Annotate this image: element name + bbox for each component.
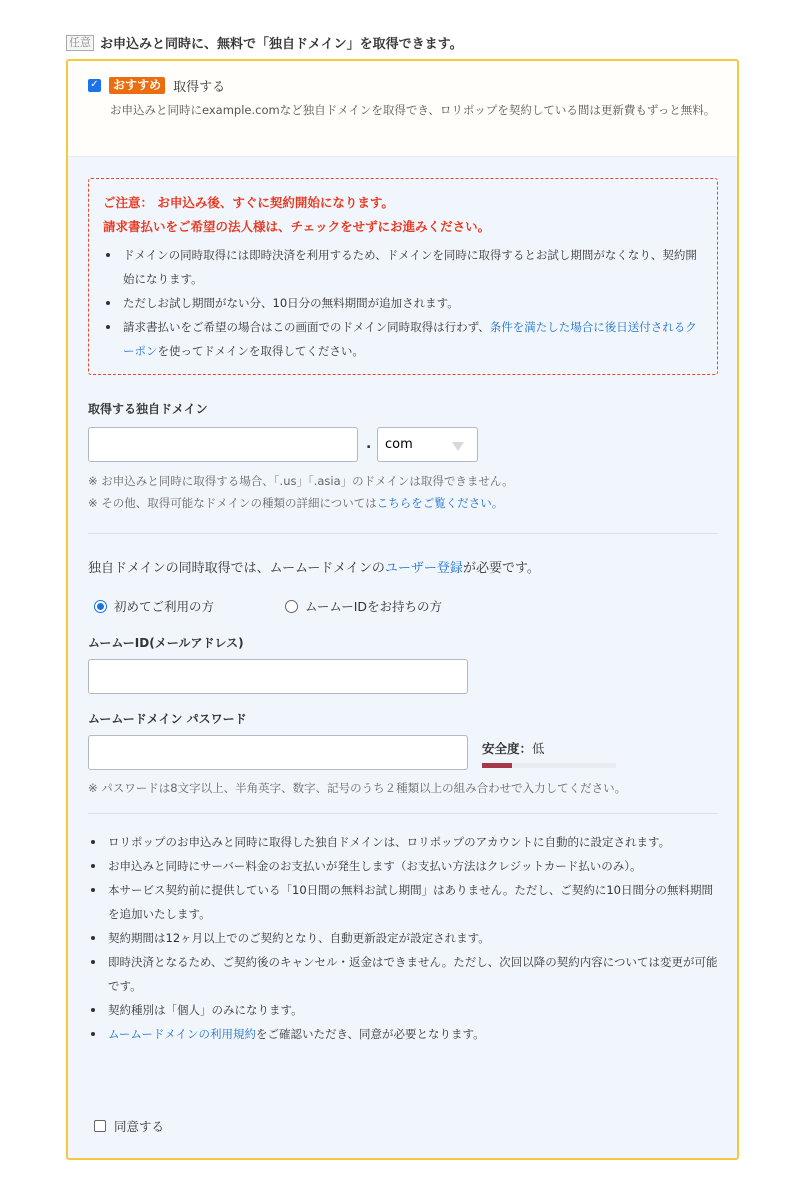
section-title: お申込みと同時に、無料で「独自ドメイン」を取得できます。: [100, 37, 463, 52]
terms-item: 本サービス契約前に提供している「10日間の無料お試し期間」はありません。ただし、ご契約に10日間分の無料期間を追加いたします。: [88, 878, 718, 926]
strength-meter-fill: [482, 763, 512, 768]
muumuu-id-label: ムームーID(メールアドレス): [88, 636, 244, 650]
acquire-label[interactable]: 取得する: [173, 79, 226, 95]
coupon-link[interactable]: 条件を満たした場合に後日送付されるクーポン: [123, 320, 697, 358]
dropdown-arrow-icon: [452, 442, 464, 451]
strength-meter: [482, 763, 616, 768]
password-input[interactable]: [88, 735, 468, 770]
terms-item: 契約期間は12ヶ月以上でのご契約となり、自動更新設定が設定されます。: [88, 926, 718, 950]
domain-note-1: ※ お申込みと同時に取得する場合、「.us」「.asia」のドメインは取得できません。: [88, 474, 514, 488]
recommend-badge: おすすめ: [109, 77, 165, 94]
terms-of-use-link[interactable]: ムームードメインの利用規約: [108, 1027, 257, 1041]
radio-new-user[interactable]: 初めてご利用の方: [94, 597, 214, 615]
notice-list: [103, 243, 703, 363]
registration-text: 独自ドメインの同時取得では、ムームードメインのユーザー登録が必要です。: [88, 561, 540, 576]
radio-existing-user[interactable]: ムームーIDをお持ちの方: [285, 597, 442, 615]
acquire-description: お申込みと同時にexample.comなど独自ドメインを取得でき、ロリポップを契約している間は更新費もずっと無料。: [110, 103, 716, 117]
domain-label: 取得する独自ドメイン: [88, 402, 208, 416]
acquire-checkbox[interactable]: ✓: [88, 79, 101, 92]
terms-item: ムームードメインの利用規約をご確認いただき、同意が必要となります。: [88, 1022, 718, 1046]
terms-item: お申込みと同時にサーバー料金のお支払いが発生します（お支払い方法はクレジットカード払いのみ）。: [88, 854, 718, 878]
muumuu-id-input[interactable]: [88, 659, 468, 694]
divider: [88, 813, 718, 814]
terms-item: 契約種別は「個人」のみになります。: [88, 998, 718, 1022]
divider: [88, 533, 718, 534]
notice-heading-1: ご注意： お申込み後、すぐに契約開始になります。: [103, 195, 394, 210]
terms-item: ロリポップのお申込みと同時に取得した独自ドメインは、ロリポップのアカウントに自動的に設定されます。: [88, 830, 718, 854]
terms-item: 即時決済となるため、ご契約後のキャンセル・返金はできません。ただし、次回以降の契約内容については変更が可能です。: [88, 950, 718, 998]
section-header: [66, 33, 463, 52]
tld-selected-value: com: [385, 437, 413, 452]
notice-item: 請求書払いをご希望の場合はこの画面でのドメイン同時取得は行わず、条件を満たした場合に後日送付されるクーポンを使ってドメインを取得してください。: [103, 315, 703, 363]
optional-badge: 任意: [66, 35, 94, 51]
domain-details-link[interactable]: こちらをご覧ください。: [376, 496, 504, 510]
radio-new-user-button[interactable]: [94, 600, 107, 613]
radio-existing-user-button[interactable]: [285, 600, 298, 613]
notice-item: ただしお試し期間がない分、10日分の無料期間が追加されます。: [103, 291, 703, 315]
domain-dot: .: [366, 436, 372, 452]
domain-input[interactable]: [88, 427, 358, 462]
password-label: ムームードメイン パスワード: [88, 712, 247, 726]
notice-heading-2: 請求書払いをご希望の法人様は、チェックをせずにお進みください。: [103, 219, 491, 234]
password-note: ※ パスワードは8文字以上、半角英字、数字、記号のうち２種類以上の組み合わせで入力してください。: [88, 781, 627, 795]
password-strength: 安全度：低: [482, 741, 545, 756]
terms-list: [88, 830, 718, 1046]
acquire-option: [68, 61, 737, 157]
notice-item: ドメインの同時取得には即時決済を利用するため、ドメインを同時に取得するとお試し期間がなくなり、契約開始になります。: [103, 243, 703, 291]
agree-checkbox[interactable]: [94, 1120, 106, 1132]
tld-select[interactable]: [377, 427, 478, 462]
user-registration-link[interactable]: ユーザー登録: [384, 561, 463, 576]
agree-label[interactable]: 同意する: [114, 1119, 165, 1134]
domain-panel: [66, 59, 739, 1160]
notice-box: [88, 178, 718, 375]
agree-option[interactable]: [94, 1117, 164, 1135]
domain-note-2: ※ その他、取得可能なドメインの種類の詳細についてはこちらをご覧ください。: [88, 496, 504, 510]
